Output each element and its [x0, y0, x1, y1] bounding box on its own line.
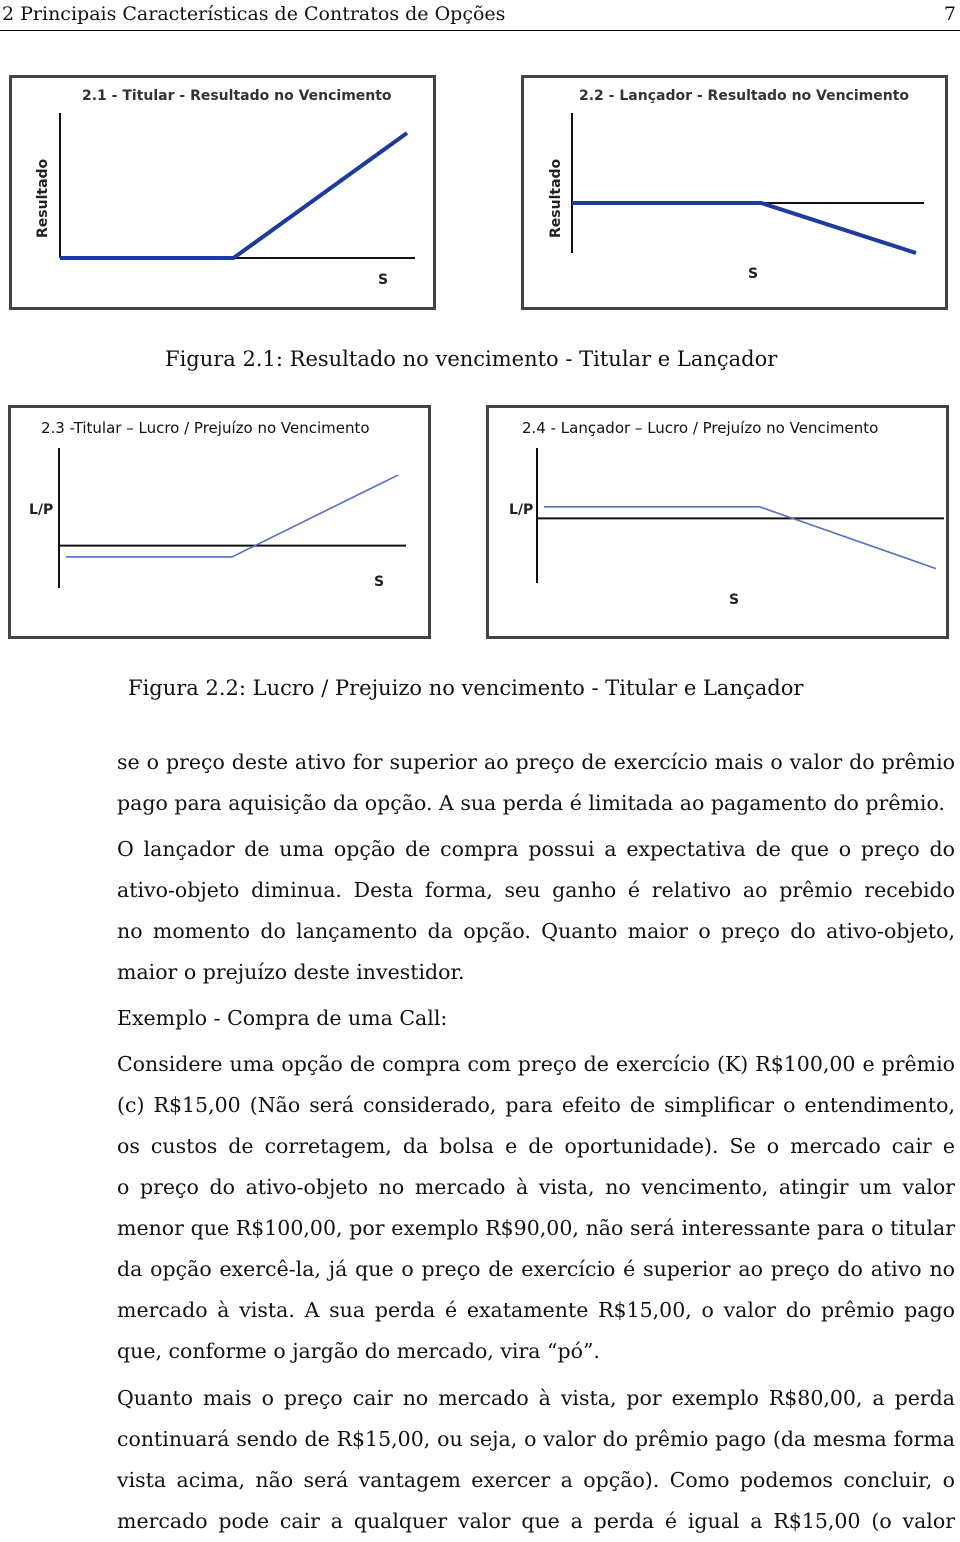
- payoff-line: [544, 507, 936, 569]
- figure-caption-2: Figura 2.2: Lucro / Prejuizo no vencimento - Titular e Lançador: [128, 676, 804, 700]
- figure-2-2: [521, 75, 948, 310]
- figure-2-3: [8, 405, 431, 639]
- text-line: Quanto mais o preço cair no mercado à vista, por exemplo R$80,00, a perda: [117, 1386, 955, 1410]
- figure-caption-1: Figura 2.1: Resultado no vencimento - Titular e Lançador: [165, 347, 778, 371]
- text-line: menor que R$100,00, por exemplo R$90,00, não será interessante para o titular: [117, 1216, 955, 1240]
- figure-title: 2.2 - Lançador - Resultado no Vencimento: [579, 88, 910, 104]
- text-line: maior o prejuízo deste investidor.: [117, 960, 465, 984]
- y-axis-label: Resultado: [548, 158, 564, 238]
- page-header: [0, 0, 960, 31]
- paragraph-1: [117, 742, 955, 824]
- text-line: mercado pode cair a qualquer valor que a perda é igual a R$15,00 (o valor: [117, 1509, 955, 1533]
- chart-f23: [11, 408, 428, 636]
- figure-title: 2.4 - Lançador – Lucro / Prejuízo no Vencimento: [522, 419, 879, 437]
- paragraph-2: [117, 829, 955, 993]
- y-axis-label: L/P: [29, 502, 54, 518]
- payoff-line: [60, 133, 407, 258]
- text-line: que, conforme o jargão do mercado, vira “pó”.: [117, 1339, 600, 1363]
- x-axis-label: S: [374, 574, 385, 590]
- y-axis-label: L/P: [509, 502, 534, 518]
- text-line: O lançador de uma opção de compra possui a expectativa de que o preço do: [117, 837, 955, 861]
- x-axis-label: S: [729, 592, 740, 608]
- text-line: Exemplo - Compra de uma Call:: [117, 1006, 448, 1030]
- paragraph-4: [117, 1044, 955, 1372]
- text-line: vista acima, não será vantagem exercer a opção). Como podemos concluir, o: [117, 1468, 955, 1492]
- figure-title: 2.1 - Titular - Resultado no Vencimento: [82, 88, 392, 104]
- chart-f22: [524, 78, 945, 307]
- text-line: se o preço deste ativo for superior ao preço de exercício mais o valor do prêmio: [117, 750, 955, 774]
- chart-f24: [489, 408, 946, 636]
- x-axis-label: S: [378, 272, 389, 288]
- page-number: 7: [943, 3, 956, 25]
- x-axis-label: S: [748, 266, 759, 282]
- text-line: o preço do ativo-objeto no mercado à vista, no vencimento, atingir um valor: [117, 1175, 955, 1199]
- text-line: continuará sendo de R$15,00, ou seja, o valor do prêmio pago (da mesma forma: [117, 1427, 955, 1451]
- text-line: Considere uma opção de compra com preço de exercício (K) R$100,00 e prêmio: [117, 1052, 955, 1076]
- chapter-title: 2 Principais Características de Contratos de Opções: [2, 3, 506, 25]
- text-line: mercado à vista. A sua perda é exatamente R$15,00, o valor do prêmio pago: [117, 1298, 955, 1322]
- figure-title: 2.3 -Titular – Lucro / Prejuízo no Vencimento: [41, 419, 370, 437]
- text-line: ativo-objeto diminua. Desta forma, seu ganho é relativo ao prêmio recebido: [117, 878, 955, 902]
- text-line: pago para aquisição da opção. A sua perda é limitada ao pagamento do prêmio.: [117, 791, 945, 815]
- text-line: os custos de corretagem, da bolsa e de oportunidade). Se o mercado cair e: [117, 1134, 955, 1158]
- text-line: (c) R$15,00 (Não será considerado, para efeito de simplificar o entendimento,: [117, 1093, 955, 1117]
- y-axis-label: Resultado: [35, 158, 51, 238]
- payoff-line: [572, 203, 916, 253]
- chart-f21: [12, 78, 433, 307]
- paragraph-3: [117, 998, 955, 1039]
- figure-2-1: [9, 75, 436, 310]
- text-line: da opção exercê-la, já que o preço de exercício é superior ao preço do ativo no: [117, 1257, 955, 1281]
- figure-2-4: [486, 405, 949, 639]
- text-line: no momento do lançamento da opção. Quanto maior o preço do ativo-objeto,: [117, 919, 955, 943]
- paragraph-5: [117, 1378, 955, 1542]
